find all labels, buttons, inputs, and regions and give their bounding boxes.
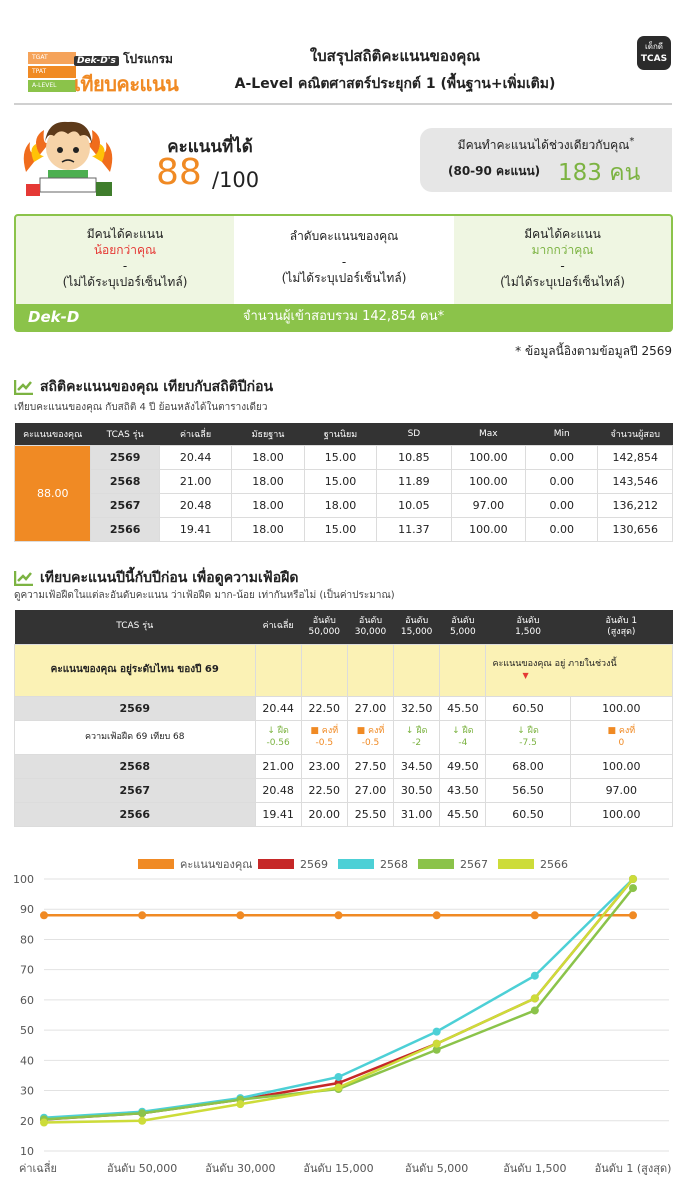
legend-label: คะแนนของคุณ [180, 858, 253, 871]
table-row [15, 469, 673, 493]
year-cell: 2569 [91, 445, 159, 469]
data-point [629, 875, 637, 883]
rank-cell: 20.48 [255, 778, 301, 802]
stats-col-header: Min [526, 423, 598, 445]
legend-label: 2568 [380, 858, 408, 871]
data-point [236, 1100, 244, 1108]
x-tick-label: อันดับ 1,500 [503, 1162, 567, 1175]
rank-cell: 32.50 [394, 696, 440, 720]
y-tick-label: 60 [20, 993, 34, 1007]
rank-cell: 100.00 [570, 754, 672, 778]
rank-cell: 21.00 [255, 754, 301, 778]
diff-cell: ↓ ฝืด -7.5 [486, 720, 570, 754]
stat-cell: 100.00 [451, 517, 525, 541]
data-point [335, 1084, 343, 1092]
stat-cell: 18.00 [304, 493, 376, 517]
stat-cell: 136,212 [598, 493, 673, 517]
logo-brand: Dek-D's โปรแกรม [74, 50, 173, 69]
data-point [138, 1109, 146, 1117]
stats-col-header: ค่าเฉลี่ย [159, 423, 231, 445]
header [0, 0, 687, 108]
stat-cell: 18.00 [232, 445, 304, 469]
stats-col-header: คะแนนของคุณ [15, 423, 91, 445]
stat-cell: 0.00 [526, 469, 598, 493]
data-point [40, 1119, 48, 1127]
rank-col-header: TCAS รุ่น [15, 610, 256, 644]
where-empty [394, 644, 440, 696]
rank-cell: 30.50 [394, 778, 440, 802]
stat-cell: 143,546 [598, 469, 673, 493]
y-tick-label: 40 [20, 1054, 34, 1068]
rank-cell: 60.50 [486, 696, 570, 720]
stat-cell: 100.00 [451, 469, 525, 493]
table-row [15, 445, 673, 469]
chart-trend-icon [14, 379, 34, 395]
rank-cell: 20.00 [301, 802, 347, 826]
stat-cell: 11.37 [377, 517, 451, 541]
diff-cell: ↓ ฝืด -0.56 [255, 720, 301, 754]
dekd-logo: Dek-D [28, 308, 80, 326]
diff-label: ความเฟ้อฝืด 69 เทียบ 68 [15, 720, 256, 754]
stat-cell: 20.44 [159, 445, 231, 469]
rank-col-header: อันดับ 5,000 [440, 610, 486, 644]
score-max: /100 [212, 168, 260, 192]
rank-cell: 22.50 [301, 778, 347, 802]
year-cell: 2568 [15, 754, 256, 778]
stat-cell: 0.00 [526, 517, 598, 541]
data-point [335, 1073, 343, 1081]
rank-cell: 45.50 [440, 802, 486, 826]
stat-cell: 0.00 [526, 493, 598, 517]
stat-cell: 21.00 [159, 469, 231, 493]
diff-cell: ↓ ฝืด -4 [440, 720, 486, 754]
y-tick-label: 50 [20, 1024, 34, 1038]
steady-square-icon: ■ [607, 726, 619, 736]
stat-cell: 11.89 [377, 469, 451, 493]
diff-cell: ■ คงที่ -0.5 [301, 720, 347, 754]
rank-cell: 25.50 [347, 802, 393, 826]
stats-col-header: จำนวนผู้สอบ [598, 423, 673, 445]
score-value: 88 [156, 152, 202, 193]
x-tick-label: อันดับ 5,000 [405, 1162, 469, 1175]
legend-label: 2566 [540, 858, 568, 871]
rank-table [14, 610, 673, 827]
stats-col-header: มัธยฐาน [232, 423, 304, 445]
year-cell: 2567 [15, 778, 256, 802]
legend-swatch [498, 859, 534, 869]
stat-cell: 18.00 [232, 469, 304, 493]
rank-col-header: อันดับ 50,000 [301, 610, 347, 644]
rank-cell: 31.00 [394, 802, 440, 826]
tcas-app-badge[interactable]: เด็กดี TCAS [637, 36, 671, 70]
y-tick-label: 30 [20, 1084, 34, 1098]
data-point [433, 1040, 441, 1048]
your-rank: ลำดับคะแนนของคุณ - (ไม่ได้ระบุเปอร์เซ็นไทล์) [234, 216, 454, 306]
legend-label: 2567 [460, 858, 488, 871]
data-point [40, 911, 48, 919]
x-tick-label: อันดับ 1 (สูงสุด) [594, 1162, 672, 1175]
stat-cell: 130,656 [598, 517, 673, 541]
table-row [15, 802, 673, 826]
steady-square-icon: ■ [356, 726, 368, 736]
same-range-count: 183 คน [558, 160, 641, 186]
legend-swatch [418, 859, 454, 869]
rank-col-header: อันดับ 15,000 [394, 610, 440, 644]
rank-cell: 49.50 [440, 754, 486, 778]
total-examinees-bar [16, 304, 671, 330]
rank-cell: 100.00 [570, 802, 672, 826]
more-than-you: มีคนได้คะแนน มากกว่าคุณ - (ไม่ได้ระบุเปอร์เซ็นไทล์) [500, 227, 625, 289]
year-cell: 2566 [91, 517, 159, 541]
data-point [531, 1006, 539, 1014]
stat-cell: 18.00 [232, 517, 304, 541]
data-point [629, 911, 637, 919]
rank-cell: 23.00 [301, 754, 347, 778]
my-score-cell: 88.00 [15, 445, 91, 541]
logo-tab-tgat: TGAT [28, 52, 76, 64]
stressed-student-illustration [18, 112, 118, 198]
stat-cell: 18.00 [232, 493, 304, 517]
stat-cell: 142,854 [598, 445, 673, 469]
year-cell: 2568 [91, 469, 159, 493]
rank-cell: 20.44 [255, 696, 301, 720]
same-range-label: มีคนทำคะแนนได้ช่วงเดียวกับคุณ* [457, 136, 635, 152]
stat-cell: 97.00 [451, 493, 525, 517]
y-tick-label: 80 [20, 933, 34, 947]
rank-cell: 27.00 [347, 696, 393, 720]
logo-tab-alevel: A-LEVEL [28, 80, 76, 92]
stats-col-header: SD [377, 423, 451, 445]
down-arrow-icon: ↓ [452, 726, 463, 736]
program-logo [22, 44, 202, 96]
y-tick-label: 20 [20, 1114, 34, 1128]
where-empty [347, 644, 393, 696]
y-tick-label: 90 [20, 903, 34, 917]
stat-cell: 15.00 [304, 469, 376, 493]
rank-cell: 100.00 [570, 696, 672, 720]
table-row [15, 493, 673, 517]
x-tick-label: อันดับ 15,000 [303, 1162, 374, 1175]
rank-section-title: เทียบคะแนนปีนี้กับปีก่อน เพื่อดูความเฟ้อฝืด [14, 567, 298, 589]
logo-tab-tpat: TPAT [28, 66, 76, 78]
y-tick-label: 70 [20, 963, 34, 977]
exam-subject: A-Level คณิตศาสตร์ประยุกต์ 1 (พื้นฐาน+เพิ่มเติม) [234, 76, 556, 92]
rank-cell: 45.50 [440, 696, 486, 720]
stats-col-header: ฐานนิยม [304, 423, 376, 445]
data-point [138, 1117, 146, 1125]
diff-cell: ■ คงที่ -0.5 [347, 720, 393, 754]
rank-cell: 34.50 [394, 754, 440, 778]
rank-subtitle: ดูความเฟ้อฝืดในแต่ละอันดับคะแนน ว่าเฟ้อฝืด มาก-น้อย เท่ากันหรือไม่ (เป็นค่าประมาณ) [14, 590, 395, 601]
score-label: คะแนนที่ได้ [167, 137, 253, 157]
stats-section-title: สถิติคะแนนของคุณ เทียบกับสถิติปีก่อน [14, 376, 273, 398]
rank-cell: 60.50 [486, 802, 570, 826]
rank-cell: 68.00 [486, 754, 570, 778]
page-title: ใบสรุปสถิติคะแนนของคุณ [309, 47, 481, 65]
data-point [433, 1028, 441, 1036]
year-cell: 2569 [15, 696, 256, 720]
data-point [531, 994, 539, 1002]
stats-table [14, 423, 673, 542]
down-arrow-icon: ↓ [405, 726, 417, 736]
down-arrow-icon: ↓ [517, 726, 528, 736]
where-empty [301, 644, 347, 696]
total-examinees: จำนวนผู้เข้าสอบรวม 142,854 คน* [242, 309, 445, 324]
stat-cell: 20.48 [159, 493, 231, 517]
data-point [629, 884, 637, 892]
stat-cell: 15.00 [304, 517, 376, 541]
table-row [15, 517, 673, 541]
data-point [531, 911, 539, 919]
stat-cell: 10.05 [377, 493, 451, 517]
stats-subtitle: เทียบคะแนนของคุณ กับสถิติ 4 ปี ย้อนหลังได้ในตารางเดียว [14, 402, 268, 413]
where-empty [440, 644, 486, 696]
table-row [15, 754, 673, 778]
stat-cell: 19.41 [159, 517, 231, 541]
where-label: คะแนนของคุณ อยู่ระดับไหน ของปี 69 [15, 644, 256, 696]
stat-cell: 15.00 [304, 445, 376, 469]
diff-row [15, 720, 673, 754]
stats-col-header: Max [451, 423, 525, 445]
year-cell: 2566 [15, 802, 256, 826]
legend-swatch [138, 859, 174, 869]
rank-col-header: อันดับ 1 (สูงสุด) [570, 610, 672, 644]
stat-cell: 0.00 [526, 445, 598, 469]
table-row [15, 778, 673, 802]
rank-cell: 97.00 [570, 778, 672, 802]
chart-trend-icon [14, 570, 34, 586]
steady-square-icon: ■ [310, 726, 322, 736]
stat-cell: 100.00 [451, 445, 525, 469]
rank-cell: 43.50 [440, 778, 486, 802]
data-point [531, 972, 539, 980]
legend-swatch [338, 859, 374, 869]
rank-col-header: อันดับ 30,000 [347, 610, 393, 644]
legend-swatch [258, 859, 294, 869]
down-arrow-icon: ↓ [267, 726, 278, 736]
where-row [15, 644, 673, 696]
y-tick-label: 10 [20, 1145, 34, 1158]
less-than-you: มีคนได้คะแนน น้อยกว่าคุณ - (ไม่ได้ระบุเปอร์เซ็นไทล์) [62, 227, 188, 289]
rank-cell: 27.00 [347, 778, 393, 802]
rank-cell: 19.41 [255, 802, 301, 826]
y-tick-label: 100 [13, 873, 34, 886]
rank-line-chart [0, 850, 687, 1190]
stats-col-header: TCAS รุ่น [91, 423, 159, 445]
header-divider [14, 103, 672, 105]
rank-col-header: อันดับ 1,500 [486, 610, 570, 644]
where-note: คะแนนของคุณ อยู่ ภายในช่วงนี้ ▼ [486, 644, 673, 696]
rank-col-header: ค่าเฉลี่ย [255, 610, 301, 644]
where-empty [255, 644, 301, 696]
year-cell: 2567 [91, 493, 159, 517]
same-range-range: (80-90 คะแนน) [448, 164, 541, 178]
x-tick-label: ค่าเฉลี่ย [19, 1162, 57, 1175]
table-row [15, 696, 673, 720]
diff-cell: ↓ ฝืด -2 [394, 720, 440, 754]
rank-cell: 56.50 [486, 778, 570, 802]
data-point [335, 911, 343, 919]
rank-cell: 22.50 [301, 696, 347, 720]
data-note: * ข้อมูลนี้อิงตามข้อมูลปี 2569 [515, 344, 672, 358]
x-tick-label: อันดับ 30,000 [205, 1162, 276, 1175]
same-range-box [420, 128, 672, 192]
comparison-panel [14, 214, 673, 332]
data-point [236, 911, 244, 919]
x-tick-label: อันดับ 50,000 [107, 1162, 178, 1175]
diff-cell: ■ คงที่ 0 [570, 720, 672, 754]
rank-cell: 27.50 [347, 754, 393, 778]
stat-cell: 10.85 [377, 445, 451, 469]
data-point [433, 911, 441, 919]
data-point [138, 911, 146, 919]
legend-label: 2569 [300, 858, 328, 871]
logo-title: เทียบคะแนน [74, 72, 179, 96]
